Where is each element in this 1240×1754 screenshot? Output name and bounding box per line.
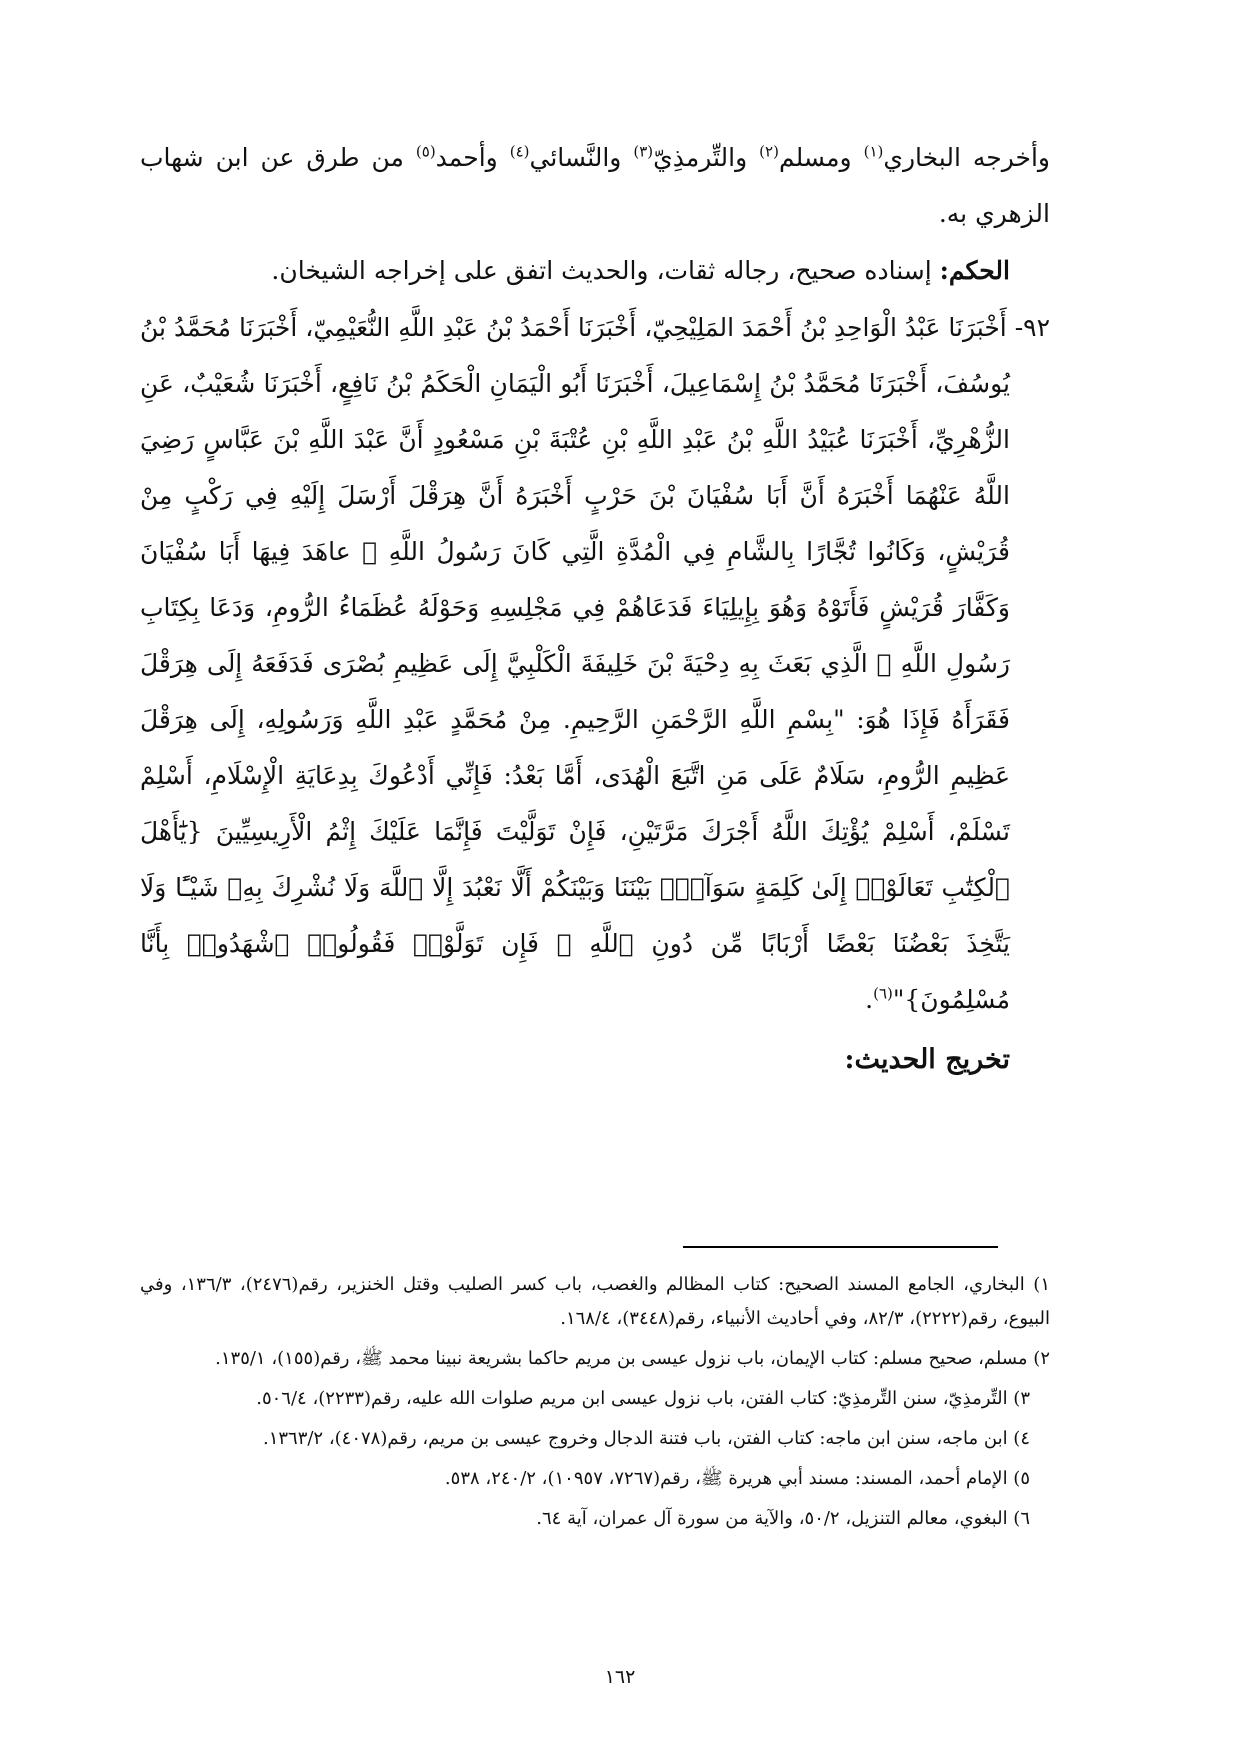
- hadith-text: أَخْبَرَنَا عَبْدُ الْوَاحِدِ بْنُ أَحْمَدَ المَلِيْحِيّ، أَخْبَرَنَا أَحْمَدُ بْنُ عَبْدِ اللَّهِ النُّعَيْمِيّ، أَخْبَرَنَا مُحَمَّدُ بْنُ يُوسُفَ، أَخْبَرَنَا مُحَمَّدُ بْنُ إِسْمَاعِيلَ، أَخْبَرَنَا أَبُو الْيَمَانِ الْحَكَمُ بْنُ نَافِعٍ، أَخْبَرَنَا شُعَيْبٌ، عَنِ الزُّهْرِيِّ، أَخْبَرَنَا عُبَيْدُ اللَّهِ بْنُ عَبْدِ اللَّهِ بْنِ عُتْبَةَ بْنِ مَسْعُودٍ أَنَّ عَبْدَ اللَّهِ بْنَ عَبَّاسٍ رَضِيَ اللَّهُ عَنْهُمَا أَخْبَرَهُ أَنَّ أَبَا سُفْيَانَ بْنَ حَرْبٍ أَخْبَرَهُ أَنَّ هِرَقْلَ أَرْسَلَ إِلَيْهِ فِي رَكْبٍ مِنْ قُرَيْشٍ، وَكَانُوا تُجَّارًا بِالشَّامِ فِي الْمُدَّةِ الَّتِي كَانَ رَسُولُ اللَّهِ ﷺ عاهَدَ فِيهَا أَبَا سُفْيَانَ وَكَفَّارَ قُرَيْشٍ فَأَتَوْهُ وَهُوَ بِإِيلِيَاءَ فَدَعَاهُمْ فِي مَجْلِسِهِ وَحَوْلَهُ عُظَمَاءُ الرُّومِ، وَدَعَا بِكِتَابِ رَسُولِ اللَّهِ ﷺ الَّذِي بَعَثَ بِهِ دِحْيَةَ بْنَ خَلِيفَةَ الْكَلْبِيَّ إِلَى عَظِيمِ بُصْرَى فَدَفَعَهُ إِلَى هِرَقْلَ فَقَرَأَهُ فَإِذَا هُوَ: "بِسْمِ اللَّهِ الرَّحْمَنِ الرَّحِيمِ. مِنْ مُحَمَّدٍ عَبْدِ اللَّهِ وَرَسُولِهِ، إِلَى هِرَقْلَ عَظِيمِ الرُّومِ، سَلَامٌ عَلَى مَنِ اتَّبَعَ الْهُدَى، أَمَّا بَعْدُ: فَإِنِّي أَدْعُوكَ بِدِعَايَةِ الْإِسْلَامِ، أَسْلِمْ تَسْلَمْ، أَسْلِمْ يُؤْتِكَ اللَّهُ أَجْرَكَ مَرَّتَيْنِ، فَإِنْ تَوَلَّيْتَ فَإِنَّمَا عَلَيْكَ إِثْمُ الْأَرِيسِيِّينَ {يَٰٓأَهْلَ ٱلْكِتَٰبِ تَعَالَوْا۟ إِلَىٰ كَلِمَةٍ سَوَآءٍۭ بَيْنَنَا وَبَيْنَكُمْ أَلَّا نَعْبُدَ إِلَّا ٱللَّهَ وَلَا نُشْرِكَ بِهِۦ شَيْـًٔا وَلَا يَتَّخِذَ بَعْضُنَا بَعْضًا أَرْبَابًا مِّن دُونِ ٱللَّهِ ۚ فَإِن تَوَلَّوْا۟ فَقُولُوا۟ ٱشْهَدُوا۟ بِأَنَّا مُسْلِمُونَ}": [140, 313, 1010, 1014]
- hadith-paragraph: [140, 300, 1050, 1028]
- footnote-3: ٣) التِّرمذِيّ، سنن التِّرمذِيّ: كتاب الفتن، باب نزول عيسى ابن مريم صلوات الله عليه، رقم(٢٢٣٣)، ٥٠٦/٤.: [256, 1388, 1030, 1409]
- footnote-1: ١) البخاري، الجامع المسند الصحيح: كتاب المظالم والغصب، باب كسر الصليب وقتل الخنزير، رقم(٢٤٧٦)، ١٣٦/٣، وفي البيوع، رقم(٢٢٢٢)، ٨٢/٣، وفي أحاديث الأنبياء، رقم(٣٤٤٨)، ١٦٨/٤.: [140, 1274, 1050, 1329]
- footnote-ref-6[interactable]: (٦): [873, 984, 893, 1003]
- hadith-end: .: [865, 985, 874, 1014]
- ruling-label: الحكم:: [939, 256, 1010, 285]
- intro-text-3: والتِّرمذِيّ: [653, 143, 760, 172]
- intro-text-4: والنَّسائي: [529, 143, 634, 172]
- hadith-number: ٩٢-: [1014, 313, 1051, 342]
- footnote-ref-2[interactable]: (٢): [759, 142, 779, 161]
- intro-text-1: وأخرجه البخاري: [883, 143, 1050, 172]
- footnote-ref-1[interactable]: (١): [863, 142, 884, 161]
- footnote-divider: [683, 1246, 998, 1248]
- footnote-6: ٦) البغوي، معالم التنزيل، ٥٠/٢، والآية من سورة آل عمران، آية ٦٤.: [536, 1508, 1030, 1529]
- footnote-2: ٢) مسلم، صحيح مسلم: كتاب الإيمان، باب نزول عيسى بن مريم حاكما بشريعة نبينا محمد ﷺ، رقم(١٥٥)، ١٣٥/١.: [215, 1348, 1050, 1369]
- section-heading: تخريج الحديث:: [844, 1044, 1010, 1075]
- footnotes-list: [140, 1268, 1050, 1542]
- footnote-4: ٤) ابن ماجه، سنن ابن ماجه: كتاب الفتن، باب فتنة الدجال وخروج عيسى بن مريم، رقم(٤٠٧٨)، ١٣٦٣/٢.: [262, 1428, 1030, 1449]
- ruling-text: إسناده صحيح، رجاله ثقات، والحديث اتفق على إخراجه الشيخان.: [271, 256, 940, 285]
- intro-paragraph: [140, 130, 1050, 242]
- footnote-ref-3[interactable]: (٣): [633, 142, 654, 161]
- ruling-paragraph: [140, 242, 1050, 300]
- main-text-block: [140, 130, 1050, 1088]
- intro-text-2: ومسلم: [778, 143, 864, 172]
- intro-text-5: وأحمد: [435, 143, 510, 172]
- footnote-ref-5[interactable]: (٥): [415, 142, 436, 161]
- footnote-5: ٥) الإمام أحمد، المسند: مسند أبي هريرة ﷺ، رقم(٧٢٦٧، ١٠٩٥٧)، ٢٤٠/٢، ٥٣٨.: [444, 1468, 1030, 1489]
- page-number: ١٦٢: [604, 1666, 636, 1688]
- intro-text-6: من طرق عن ابن شهاب الزهري به.: [140, 143, 1050, 228]
- footnote-ref-4[interactable]: (٤): [509, 142, 530, 161]
